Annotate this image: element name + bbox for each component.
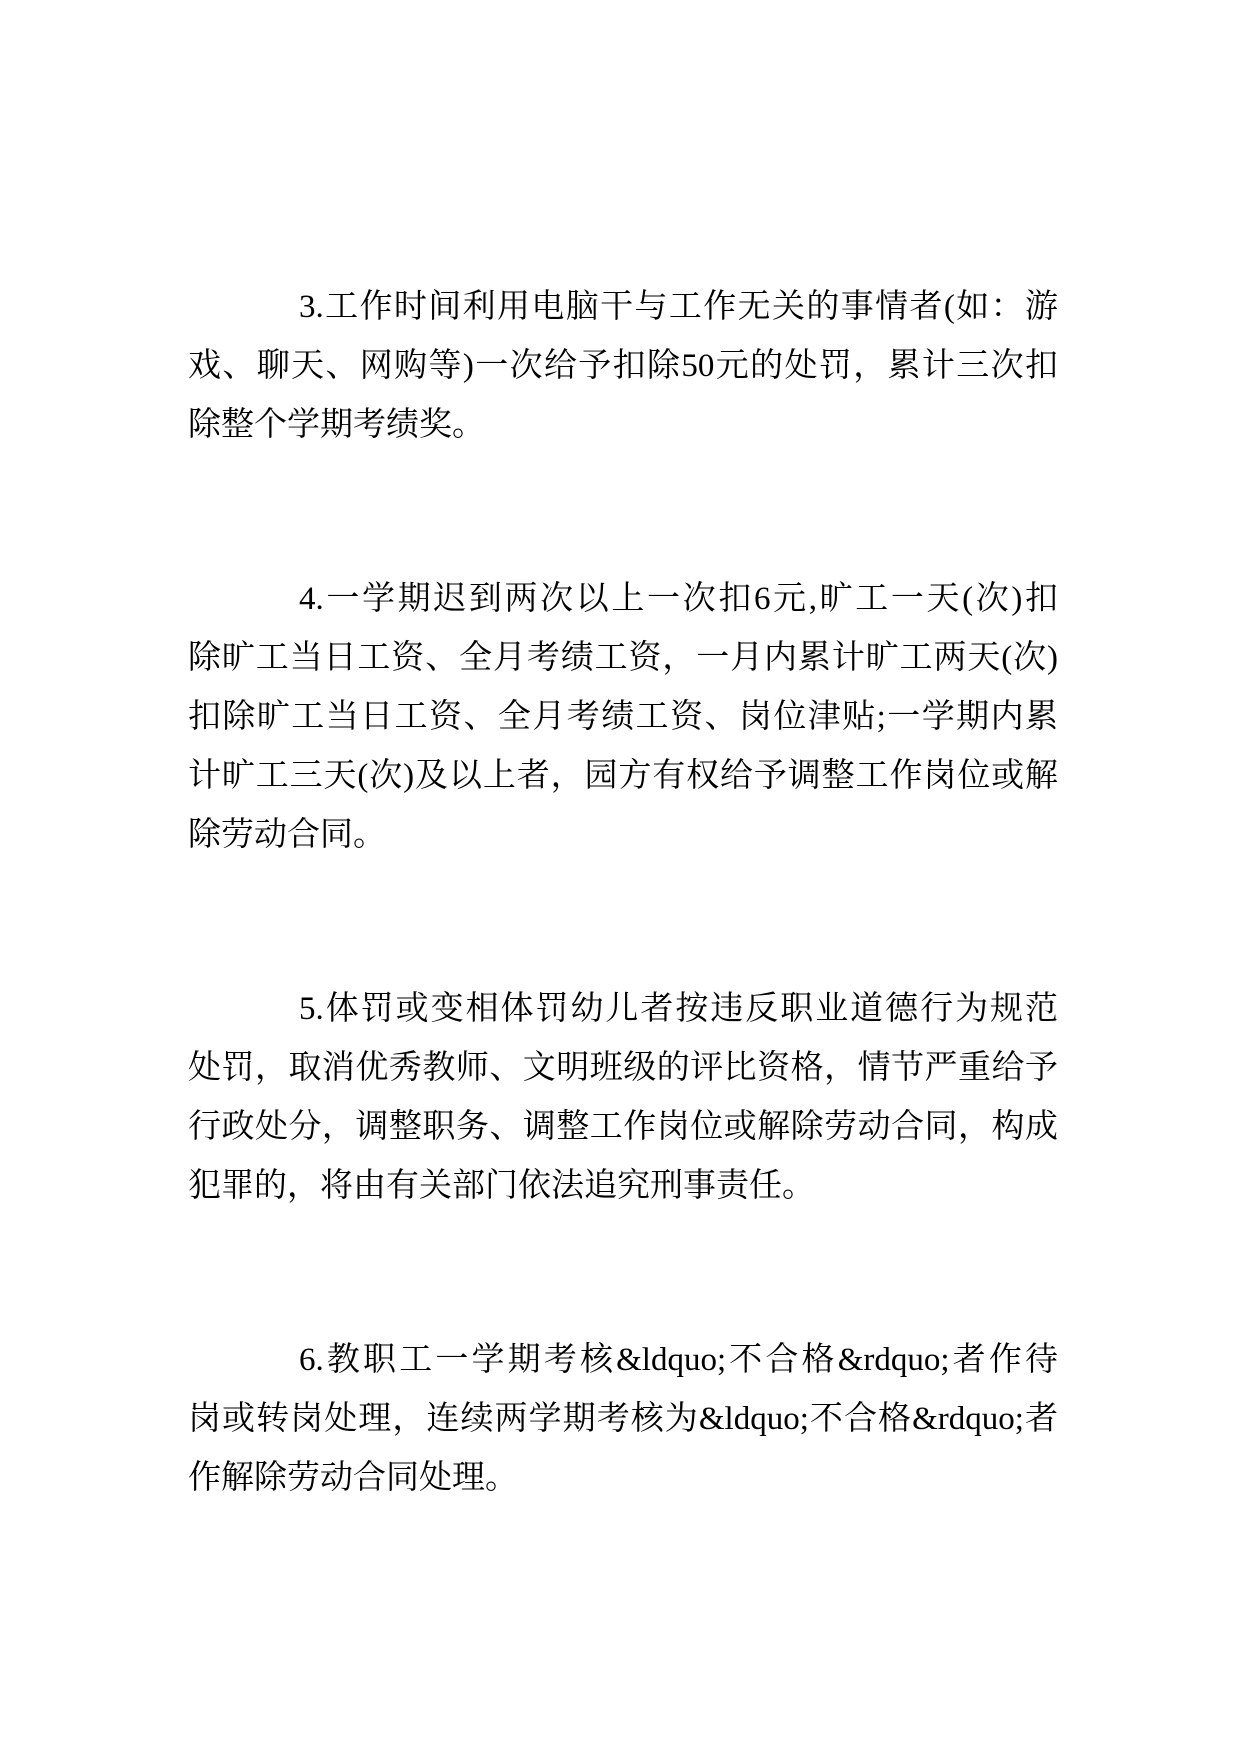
document-body [188, 278, 1058, 1623]
paragraph-line: 3.工作时间利用电脑干与工作无关的事情者(如：游 [299, 289, 1058, 325]
paragraph-line: 6.教职工一学期考核&ldquo;不合格&rdquo;者作待 [299, 1342, 1058, 1378]
paragraph-line: 扣除旷工当日工资、全月考绩工资、岗位津贴;一学期内累 [188, 699, 1058, 735]
paragraph-line: 处罚，取消优秀教师、文明班级的评比资格，情节严重给予 [188, 1050, 1058, 1086]
paragraph-line: 除旷工当日工资、全月考绩工资，一月内累计旷工两天(次) [188, 640, 1058, 676]
paragraph-line: 除劳动合同。 [188, 817, 386, 853]
paragraph-line: 作解除劳动合同处理。 [188, 1460, 518, 1496]
paragraph-line: 计旷工三天(次)及以上者，园方有权给予调整工作岗位或解 [188, 758, 1058, 794]
paragraph-line: 犯罪的，将由有关部门依法追究刑事责任。 [188, 1168, 815, 1204]
paragraph-line: 行政处分，调整职务、调整工作岗位或解除劳动合同，构成 [188, 1109, 1058, 1145]
paragraph-line: 5.体罚或变相体罚幼儿者按违反职业道德行为规范 [299, 991, 1058, 1027]
rule-item-3 [188, 278, 1058, 455]
rule-item-5 [188, 980, 1058, 1216]
paragraph-line: 岗或转岗处理，连续两学期考核为&ldquo;不合格&rdquo;者 [188, 1401, 1058, 1437]
paragraph-line: 4.一学期迟到两次以上一次扣6元,旷工一天(次)扣 [299, 581, 1058, 617]
rule-item-6 [188, 1331, 1058, 1508]
paragraph-line: 戏、聊天、网购等)一次给予扣除50元的处罚，累计三次扣 [188, 348, 1058, 384]
paragraph-line: 除整个学期考绩奖。 [188, 407, 485, 443]
rule-item-4 [188, 570, 1058, 865]
